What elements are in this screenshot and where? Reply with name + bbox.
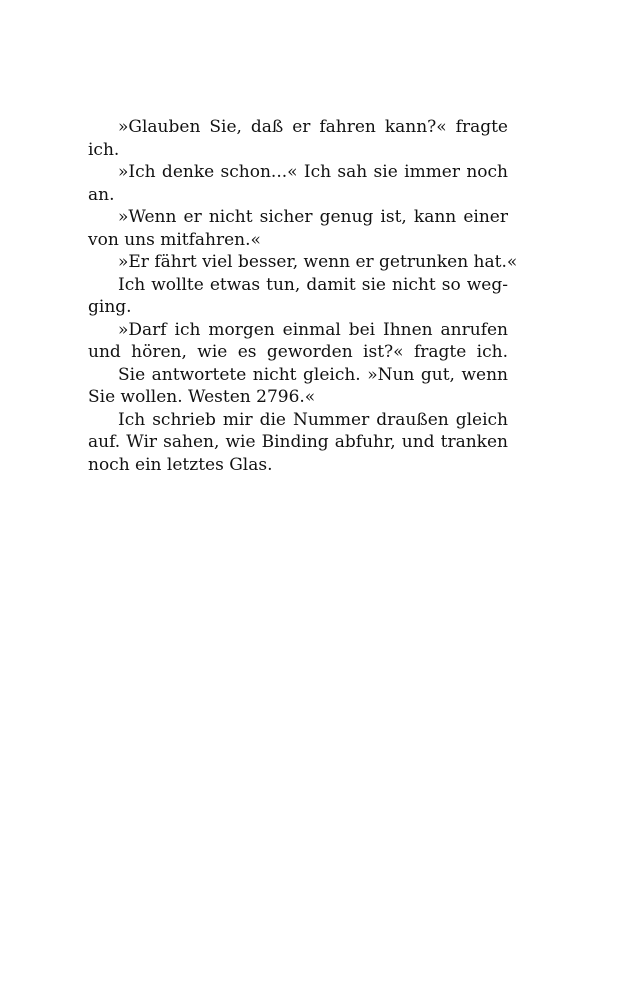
text-line: »Wenn er nicht sicher genug ist, kann einer xyxy=(118,207,508,227)
text-line: Sie wollen. Westen 2796.« xyxy=(88,387,316,407)
text-line: noch ein letztes Glas. xyxy=(88,454,273,475)
text-line: an. xyxy=(88,184,115,205)
text-line: »Er fährt viel besser, wenn er getrunken hat.« xyxy=(118,252,518,272)
text-line: »Darf ich morgen einmal bei Ihnen anrufen xyxy=(118,319,508,340)
text-line: Ich wollte etwas tun, damit sie nicht so weg- xyxy=(118,274,508,295)
text-line: ging. xyxy=(88,297,132,317)
text-line: »Glauben Sie, daß er fahren kann?« fragte xyxy=(118,117,508,137)
text-line: Sie antwortete nicht gleich. »Nun gut, wenn xyxy=(118,364,508,385)
text-line: Ich schrieb mir die Nummer draußen gleich xyxy=(118,409,508,430)
text-line: und hören, wie es geworden ist?« fragte ich. xyxy=(88,342,508,362)
text-line: von uns mitfahren.« xyxy=(88,229,261,250)
text-line: auf. Wir sahen, wie Binding abfuhr, und tranken xyxy=(88,432,508,452)
body-text xyxy=(88,116,518,476)
text-line: »Ich denke schon...« Ich sah sie immer noch xyxy=(118,162,508,182)
text-line: ich. xyxy=(88,139,120,160)
